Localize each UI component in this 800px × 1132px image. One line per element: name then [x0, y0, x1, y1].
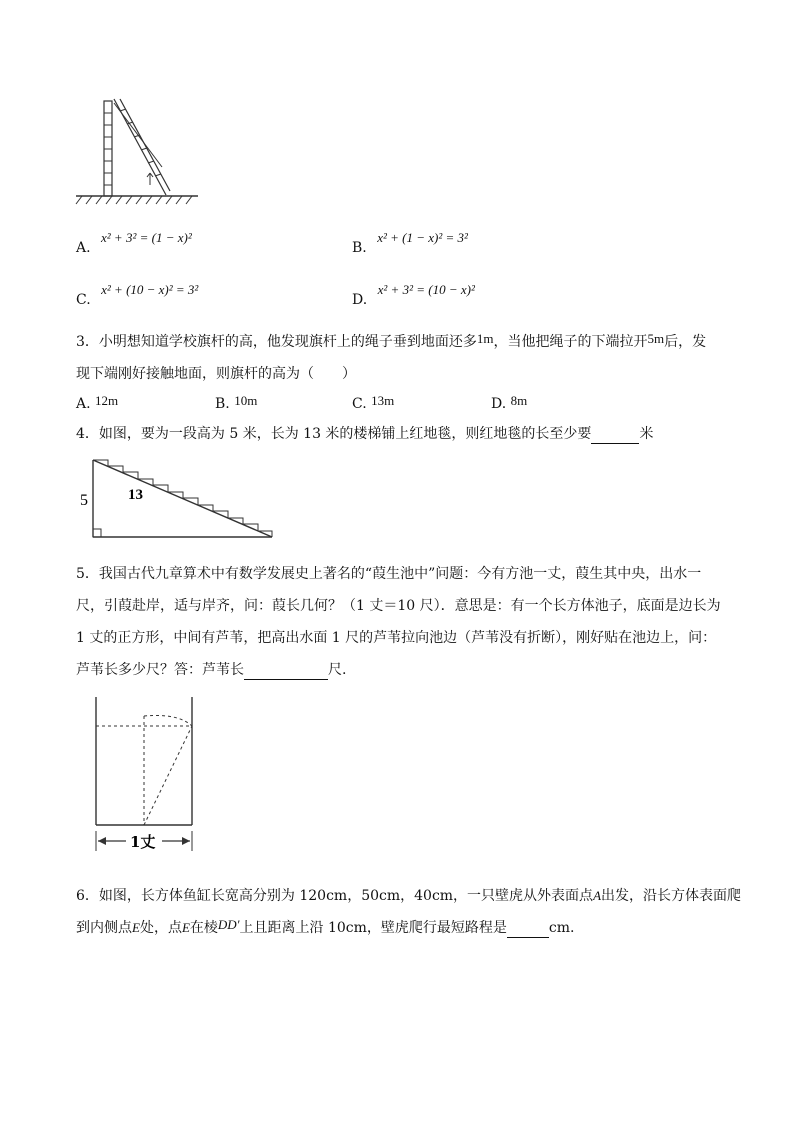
pond-reed-figure [90, 695, 210, 860]
ladder-wall-figure [70, 95, 210, 215]
option-expression: x² + 3² = (10 − x)² [377, 282, 475, 297]
q2-option-a[interactable] [76, 230, 192, 258]
q3-value-5m: 5m [647, 331, 665, 346]
option-value: 10m [234, 393, 258, 408]
point-a-label: A [593, 888, 602, 903]
width-label: 1丈 [130, 833, 156, 851]
option-letter: C. [76, 292, 91, 308]
option-letter: D. [352, 292, 368, 308]
q4-question [76, 424, 653, 444]
point-e-label: E [181, 920, 190, 935]
q6-text: 出发，沿长方体表面爬 [601, 888, 742, 904]
q3-text: 后，发 [664, 334, 707, 350]
q6-text: 到内侧点 [76, 920, 132, 936]
option-value: 12m [95, 393, 119, 408]
option-letter: D. [491, 396, 507, 412]
q3-option-a[interactable] [76, 394, 118, 414]
q6-text: 上且距离上沿 10cm，壁虎爬行最短路程是 [239, 920, 507, 936]
q6-answer-blank[interactable] [507, 921, 549, 938]
q5-answer-blank[interactable] [244, 663, 328, 680]
q2-option-c[interactable] [76, 282, 199, 310]
q5-unit: 尺. [328, 662, 347, 678]
option-letter: A. [76, 396, 91, 412]
q3-option-c[interactable] [352, 394, 394, 414]
q5-text: 芦苇长多少尺？答：芦苇长 [76, 662, 244, 678]
q2-option-d[interactable] [352, 282, 475, 310]
option-expression: x² + 3² = (1 − x)² [101, 230, 192, 245]
option-letter: C. [352, 396, 367, 412]
q3-text: 3．小明想知道学校旗杆的高，他发现旗杆上的绳子垂到地面还多 [76, 334, 477, 350]
q3-line-1 [76, 332, 706, 352]
option-letter: A. [76, 240, 91, 256]
q6-text: 处，点 [139, 920, 182, 936]
q2-option-b[interactable] [352, 230, 468, 258]
option-letter: B. [352, 240, 367, 256]
q4-text: 4．如图，要为一段高为 5 米，长为 13 米的楼梯铺上红地毯，则红地毯的长至少要 [76, 426, 592, 442]
q3-option-b[interactable] [215, 394, 257, 414]
q4-answer-blank[interactable] [591, 427, 639, 444]
option-value: 13m [371, 393, 395, 408]
hypotenuse-label: 13 [128, 487, 143, 503]
height-label: 5 [80, 492, 88, 509]
q5-line-2: 尺，引葭赴岸，适与岸齐，问：葭长几何？（1 丈＝10 尺）．意思是：有一个长方体池子，底面是边长为 [76, 598, 721, 614]
q5-line-3: 1 丈的正方形，中间有芦苇，把高出水面 1 尺的芦苇拉向池边（芦苇没有折断），刚好贴在池边上，问： [76, 630, 717, 646]
q3-text: ，当他把绳子的下端拉开 [493, 334, 648, 350]
q5-line-4 [76, 660, 346, 680]
q6-text: 6．如图，长方体鱼缸长宽高分别为 120cm，50cm，40cm，一只壁虎从外表面点 [76, 888, 594, 904]
q6-unit: cm. [548, 920, 575, 936]
q6-text: 在棱 [189, 920, 218, 936]
option-expression: x² + (10 − x)² = 3² [101, 282, 199, 297]
q3-line-2: 现下端刚好接触地面，则旗杆的高为（ ） [76, 366, 356, 382]
staircase-figure [78, 455, 278, 545]
q5-line-1: 5．我国古代九章算术中有数学发展史上著名的“葭生池中”问题：今有方池一丈，葭生其中央，出水一 [76, 566, 702, 582]
q4-unit: 米 [639, 426, 654, 442]
option-value: 8m [510, 393, 528, 408]
option-expression: x² + (1 − x)² = 3² [377, 230, 468, 245]
q3-option-d[interactable] [491, 394, 527, 414]
option-letter: B. [215, 396, 230, 412]
edge-label: DD′ [217, 917, 240, 932]
q3-value-1m: 1m [476, 331, 494, 346]
point-e-label: E [132, 920, 140, 935]
q6-line-1 [76, 886, 741, 906]
q6-line-2 [76, 918, 575, 938]
